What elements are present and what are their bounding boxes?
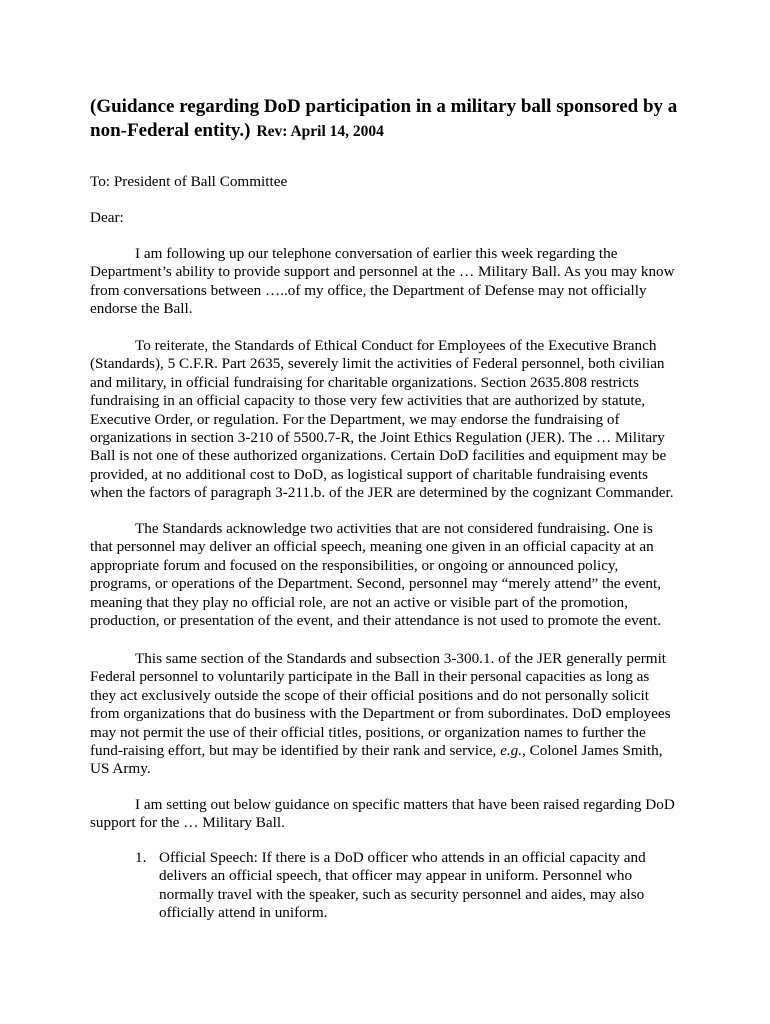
- body-paragraph: I am setting out below guidance on specific matters that have been raised regarding DoD support for the … Military Ball.: [90, 796, 675, 832]
- paragraph-text: This same section of the Standards and subsection 3-300.1. of the JER generally permit Federal personnel to voluntarily participate in the Ball in their personal capacities as long as they act exclusively outside the scope of their official positions and do not personally solicit from organizations that do business with the Department or from subordinates. DoD employees may not permit the use of their official titles, positions, or organization names to further the fund-raising effort, but may be identified by their rank and service,: [90, 650, 671, 760]
- document-title: [90, 95, 690, 144]
- salutation-line: Dear:: [90, 209, 124, 226]
- body-paragraph: [90, 650, 678, 779]
- body-paragraph: To reiterate, the Standards of Ethical Conduct for Employees of the Executive Branch (Standards), 5 C.F.R. Part 2635, severely limit the activities of Federal personnel, both civilian and military, in official fundraising for charitable organizations. Section 2635.808 restricts fundraising in an official capacity to those very few activities that are authorized by statute, Executive Order, or regulation. For the Department, we may endorse the fundraising of organizations in section 3-210 of 5500.7-R, the Joint Ethics Regulation (JER). The … Military Ball is not one of these authorized organizations. Certain DoD facilities and equipment may be provided, at no additional cost to DoD, as logistical support of charitable fundraising events when the factors of paragraph 3-211.b. of the JER are determined by the cognizant Commander.: [90, 337, 674, 502]
- body-paragraph: I am following up our telephone conversation of earlier this week regarding the Department’s ability to provide support and personnel at the … Military Ball. As you may know from conversations between …..of my office, the Department of Defense may not officially endorse the Ball.: [90, 245, 675, 318]
- list-item: [135, 849, 680, 923]
- recipient-line: To: President of Ball Committee: [90, 173, 288, 190]
- abbreviation: e.g.: [500, 742, 523, 760]
- list-item-text: Official Speech: If there is a DoD officer who attends in an official capacity and delivers an official speech, that officer may appear in uniform. Personnel who normally travel with the speaker, such as security personnel and aides, may also officially attend in uniform.: [159, 849, 646, 922]
- paragraph-tail: , Colonel James Smith, US Army.: [90, 742, 663, 778]
- guidance-list: [135, 849, 680, 923]
- revision-date: Rev: April 14, 2004: [256, 123, 384, 140]
- body-paragraph: The Standards acknowledge two activities that are not considered fundraising. One is that personnel may deliver an official speech, meaning one given in an official capacity at an appropriate forum and focused on the responsibilities, or ongoing or announced policy, programs, or operations of the Department. Second, personnel may “merely attend” the event, meaning that they play no official role, are not an active or visible part of the promotion, production, or presentation of the event, and their attendance is not used to promote the event.: [90, 520, 662, 630]
- title-text: (Guidance regarding DoD participation in a military ball sponsored by a non-Federal entity.): [90, 96, 678, 141]
- list-item-number: 1.: [135, 849, 147, 866]
